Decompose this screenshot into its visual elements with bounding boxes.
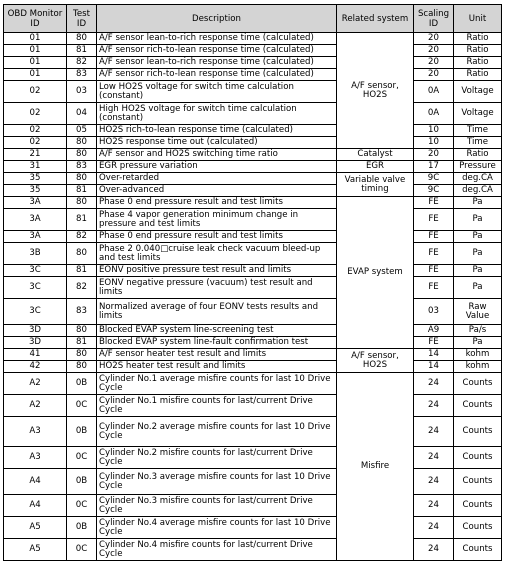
- unit-cell: Time: [454, 125, 502, 137]
- unit-cell: Ratio: [454, 45, 502, 57]
- obd-monitor-id-cell: 3C: [4, 265, 67, 277]
- unit-cell: Ratio: [454, 149, 502, 161]
- description-cell: Cylinder No.3 misfire counts for last/current Drive Cycle: [97, 495, 337, 517]
- test-id-cell: 81: [67, 185, 97, 197]
- test-id-cell: 0B: [67, 469, 97, 495]
- test-id-cell: 05: [67, 125, 97, 137]
- unit-cell: Pa: [454, 265, 502, 277]
- table-row: [4, 57, 502, 69]
- test-id-cell: 80: [67, 349, 97, 361]
- description-cell: High HO2S voltage for switch time calculation (constant): [97, 103, 337, 125]
- table-row: [4, 539, 502, 561]
- table-row: [4, 185, 502, 197]
- unit-cell: Counts: [454, 447, 502, 469]
- scaling-id-cell: FE: [414, 209, 454, 231]
- obd-monitor-table: [3, 4, 502, 561]
- test-id-cell: 80: [67, 361, 97, 373]
- table-row: [4, 517, 502, 539]
- scaling-id-cell: FE: [414, 243, 454, 265]
- test-id-cell: 80: [67, 173, 97, 185]
- related-system-cell: Misfire: [337, 373, 414, 561]
- scaling-id-cell: 14: [414, 361, 454, 373]
- unit-cell: Counts: [454, 373, 502, 395]
- unit-cell: Pa/s: [454, 325, 502, 337]
- obd-monitor-id-cell: 31: [4, 161, 67, 173]
- description-cell: Cylinder No.4 average misfire counts for last 10 Drive Cycle: [97, 517, 337, 539]
- description-cell: HO2S heater test result and limits: [97, 361, 337, 373]
- test-id-cell: 0C: [67, 395, 97, 417]
- description-cell: Over-retarded: [97, 173, 337, 185]
- scaling-id-cell: 10: [414, 137, 454, 149]
- obd-monitor-id-cell: 3D: [4, 337, 67, 349]
- test-id-cell: 81: [67, 45, 97, 57]
- test-id-cell: 83: [67, 69, 97, 81]
- scaling-id-cell: 24: [414, 469, 454, 495]
- header-related-system: Related system: [337, 5, 414, 33]
- table-row: [4, 149, 502, 161]
- test-id-cell: 83: [67, 161, 97, 173]
- unit-cell: Time: [454, 137, 502, 149]
- related-system-cell: A/F sensor, HO2S: [337, 349, 414, 373]
- scaling-id-cell: 0A: [414, 81, 454, 103]
- obd-monitor-table-container: [3, 4, 502, 561]
- test-id-cell: 80: [67, 137, 97, 149]
- test-id-cell: 0B: [67, 417, 97, 447]
- obd-monitor-id-cell: 3C: [4, 277, 67, 299]
- scaling-id-cell: 20: [414, 57, 454, 69]
- test-id-cell: 80: [67, 197, 97, 209]
- scaling-id-cell: 24: [414, 539, 454, 561]
- obd-monitor-id-cell: A2: [4, 373, 67, 395]
- unit-cell: kohm: [454, 361, 502, 373]
- description-cell: A/F sensor lean-to-rich response time (calculated): [97, 33, 337, 45]
- unit-cell: Ratio: [454, 33, 502, 45]
- obd-monitor-id-cell: 35: [4, 173, 67, 185]
- scaling-id-cell: FE: [414, 337, 454, 349]
- scaling-id-cell: 24: [414, 447, 454, 469]
- obd-monitor-id-cell: 01: [4, 33, 67, 45]
- unit-cell: Voltage: [454, 81, 502, 103]
- test-id-cell: 80: [67, 243, 97, 265]
- related-system-cell: EGR: [337, 161, 414, 173]
- test-id-cell: 0C: [67, 495, 97, 517]
- table-row: [4, 81, 502, 103]
- description-cell: Phase 4 vapor generation minimum change in pressure and test limits: [97, 209, 337, 231]
- obd-monitor-id-cell: 21: [4, 149, 67, 161]
- table-row: [4, 417, 502, 447]
- unit-cell: Pa: [454, 277, 502, 299]
- test-id-cell: 04: [67, 103, 97, 125]
- description-cell: HO2S rich-to-lean response time (calculated): [97, 125, 337, 137]
- unit-cell: deg.CA: [454, 185, 502, 197]
- obd-monitor-id-cell: 01: [4, 45, 67, 57]
- unit-cell: kohm: [454, 349, 502, 361]
- scaling-id-cell: 20: [414, 45, 454, 57]
- description-cell: Cylinder No.2 average misfire counts for last 10 Drive Cycle: [97, 417, 337, 447]
- unit-cell: Raw Value: [454, 299, 502, 325]
- scaling-id-cell: 20: [414, 149, 454, 161]
- scaling-id-cell: 9C: [414, 185, 454, 197]
- table-row: [4, 349, 502, 361]
- test-id-cell: 0B: [67, 373, 97, 395]
- obd-monitor-id-cell: 41: [4, 349, 67, 361]
- test-id-cell: 80: [67, 325, 97, 337]
- table-row: [4, 337, 502, 349]
- description-cell: Cylinder No.3 average misfire counts for last 10 Drive Cycle: [97, 469, 337, 495]
- description-cell: Blocked EVAP system line-fault confirmation test: [97, 337, 337, 349]
- description-cell: Cylinder No.1 average misfire counts for last 10 Drive Cycle: [97, 373, 337, 395]
- table-row: [4, 495, 502, 517]
- table-row: [4, 243, 502, 265]
- scaling-id-cell: 20: [414, 69, 454, 81]
- table-row: [4, 161, 502, 173]
- scaling-id-cell: 24: [414, 395, 454, 417]
- obd-monitor-id-cell: 02: [4, 81, 67, 103]
- test-id-cell: 0B: [67, 517, 97, 539]
- test-id-cell: 80: [67, 33, 97, 45]
- scaling-id-cell: 10: [414, 125, 454, 137]
- scaling-id-cell: 24: [414, 417, 454, 447]
- description-cell: HO2S response time out (calculated): [97, 137, 337, 149]
- scaling-id-cell: 24: [414, 517, 454, 539]
- obd-monitor-id-cell: 02: [4, 125, 67, 137]
- unit-cell: Counts: [454, 495, 502, 517]
- table-row: [4, 173, 502, 185]
- table-row: [4, 231, 502, 243]
- scaling-id-cell: 9C: [414, 173, 454, 185]
- scaling-id-cell: A9: [414, 325, 454, 337]
- obd-monitor-id-cell: 3A: [4, 209, 67, 231]
- unit-cell: Counts: [454, 517, 502, 539]
- scaling-id-cell: 17: [414, 161, 454, 173]
- obd-monitor-id-cell: 35: [4, 185, 67, 197]
- obd-monitor-id-cell: 01: [4, 69, 67, 81]
- description-cell: Phase 0 end pressure result and test limits: [97, 197, 337, 209]
- header-description: Description: [97, 5, 337, 33]
- obd-monitor-id-cell: A2: [4, 395, 67, 417]
- header-obd-monitor-id: OBD Monitor ID: [4, 5, 67, 33]
- header-test-id: Test ID: [67, 5, 97, 33]
- unit-cell: Voltage: [454, 103, 502, 125]
- obd-monitor-id-cell: A4: [4, 469, 67, 495]
- description-cell: Cylinder No.1 misfire counts for last/current Drive Cycle: [97, 395, 337, 417]
- test-id-cell: 82: [67, 277, 97, 299]
- obd-monitor-id-cell: A3: [4, 417, 67, 447]
- test-id-cell: 82: [67, 231, 97, 243]
- unit-cell: deg.CA: [454, 173, 502, 185]
- description-cell: Over-advanced: [97, 185, 337, 197]
- obd-monitor-id-cell: A5: [4, 517, 67, 539]
- description-cell: A/F sensor rich-to-lean response time (calculated): [97, 69, 337, 81]
- obd-monitor-id-cell: 3C: [4, 299, 67, 325]
- table-header-row: [4, 5, 502, 33]
- unit-cell: Counts: [454, 469, 502, 495]
- test-id-cell: 80: [67, 149, 97, 161]
- unit-cell: Counts: [454, 417, 502, 447]
- table-row: [4, 277, 502, 299]
- unit-cell: Pa: [454, 337, 502, 349]
- description-cell: Blocked EVAP system line-screening test: [97, 325, 337, 337]
- description-cell: A/F sensor rich-to-lean response time (calculated): [97, 45, 337, 57]
- obd-monitor-id-cell: A4: [4, 495, 67, 517]
- scaling-id-cell: 24: [414, 373, 454, 395]
- description-cell: Cylinder No.2 misfire counts for last/current Drive Cycle: [97, 447, 337, 469]
- unit-cell: Ratio: [454, 57, 502, 69]
- related-system-cell: Variable valve timing: [337, 173, 414, 197]
- description-cell: Phase 2 0.040□cruise leak check vacuum bleed-up and test limits: [97, 243, 337, 265]
- table-row: [4, 209, 502, 231]
- table-row: [4, 103, 502, 125]
- unit-cell: Ratio: [454, 69, 502, 81]
- description-cell: Low HO2S voltage for switch time calculation (constant): [97, 81, 337, 103]
- test-id-cell: 81: [67, 209, 97, 231]
- table-row: [4, 137, 502, 149]
- unit-cell: Pa: [454, 231, 502, 243]
- unit-cell: Pa: [454, 209, 502, 231]
- header-unit: Unit: [454, 5, 502, 33]
- description-cell: A/F sensor and HO2S switching time ratio: [97, 149, 337, 161]
- scaling-id-cell: 20: [414, 33, 454, 45]
- related-system-cell: Catalyst: [337, 149, 414, 161]
- unit-cell: Counts: [454, 539, 502, 561]
- obd-monitor-id-cell: 01: [4, 57, 67, 69]
- description-cell: EGR pressure variation: [97, 161, 337, 173]
- table-row: [4, 33, 502, 45]
- scaling-id-cell: 0A: [414, 103, 454, 125]
- table-row: [4, 395, 502, 417]
- test-id-cell: 0C: [67, 539, 97, 561]
- test-id-cell: 81: [67, 337, 97, 349]
- related-system-cell: EVAP system: [337, 197, 414, 349]
- scaling-id-cell: FE: [414, 231, 454, 243]
- obd-monitor-id-cell: 02: [4, 103, 67, 125]
- unit-cell: Pa: [454, 197, 502, 209]
- obd-monitor-id-cell: 02: [4, 137, 67, 149]
- table-row: [4, 373, 502, 395]
- table-row: [4, 45, 502, 57]
- table-row: [4, 469, 502, 495]
- table-row: [4, 265, 502, 277]
- scaling-id-cell: 03: [414, 299, 454, 325]
- table-body: [4, 33, 502, 561]
- description-cell: EONV negative pressure (vacuum) test result and limits: [97, 277, 337, 299]
- scaling-id-cell: FE: [414, 265, 454, 277]
- obd-monitor-id-cell: 3B: [4, 243, 67, 265]
- obd-monitor-id-cell: 3A: [4, 231, 67, 243]
- table-row: [4, 325, 502, 337]
- table-row: [4, 125, 502, 137]
- scaling-id-cell: FE: [414, 277, 454, 299]
- unit-cell: Counts: [454, 395, 502, 417]
- table-row: [4, 69, 502, 81]
- description-cell: Phase 0 end pressure result and test limits: [97, 231, 337, 243]
- table-row: [4, 197, 502, 209]
- obd-monitor-id-cell: 3A: [4, 197, 67, 209]
- table-row: [4, 361, 502, 373]
- unit-cell: Pressure: [454, 161, 502, 173]
- header-scaling-id: Scaling ID: [414, 5, 454, 33]
- related-system-cell: A/F sensor, HO2S: [337, 33, 414, 149]
- test-id-cell: 0C: [67, 447, 97, 469]
- scaling-id-cell: FE: [414, 197, 454, 209]
- obd-monitor-id-cell: 3D: [4, 325, 67, 337]
- scaling-id-cell: 24: [414, 495, 454, 517]
- description-cell: Cylinder No.4 misfire counts for last/current Drive Cycle: [97, 539, 337, 561]
- obd-monitor-id-cell: 42: [4, 361, 67, 373]
- description-cell: A/F sensor heater test result and limits: [97, 349, 337, 361]
- description-cell: EONV positive pressure test result and limits: [97, 265, 337, 277]
- obd-monitor-id-cell: A3: [4, 447, 67, 469]
- table-row: [4, 447, 502, 469]
- unit-cell: Pa: [454, 243, 502, 265]
- test-id-cell: 83: [67, 299, 97, 325]
- obd-monitor-id-cell: A5: [4, 539, 67, 561]
- description-cell: A/F sensor lean-to-rich response time (calculated): [97, 57, 337, 69]
- test-id-cell: 82: [67, 57, 97, 69]
- scaling-id-cell: 14: [414, 349, 454, 361]
- test-id-cell: 03: [67, 81, 97, 103]
- table-row: [4, 299, 502, 325]
- description-cell: Normalized average of four EONV tests results and limits: [97, 299, 337, 325]
- test-id-cell: 81: [67, 265, 97, 277]
